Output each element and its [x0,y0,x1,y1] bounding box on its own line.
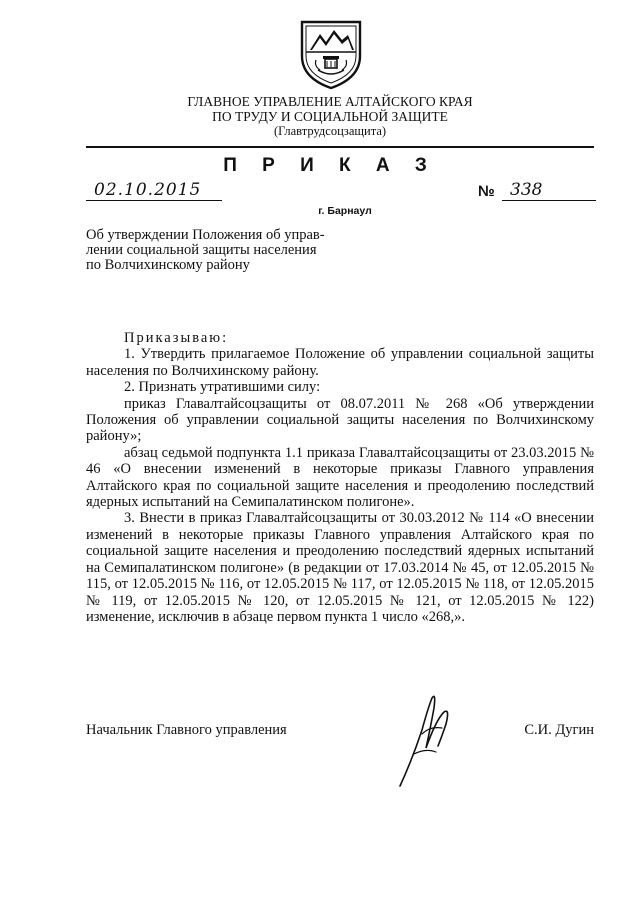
city-label: г. Барнаул [318,205,372,217]
order-number: 338 [510,180,543,200]
subject-line: Об утверждении Положения об управ- [86,227,325,243]
body-paragraph-3: приказ Главалтайсоцзащиты от 08.07.2011 № 268 «Об утверждении Положения об управлении социальной защиты населения по Волчихинскому району»; [86,395,594,445]
body-lead: Приказываю: [124,330,229,346]
body-paragraph-1: 1. Утвердить прилагаемое Положение об управлении социальной защиты населения по Волчихинскому району. [86,346,594,379]
order-date: 02.10.2015 [94,180,202,200]
coat-of-arms-icon [296,16,366,90]
subject-line: по Волчихинскому району [86,257,250,273]
document-title: П Р И К А З [223,155,437,176]
signer-role: Начальник Главного управления [86,722,287,738]
order-number-label: № [478,183,495,200]
order-body [86,330,594,625]
org-name-line2: ПО ТРУДУ И СОЦИАЛЬНОЙ ЗАЩИТЕ [212,109,448,124]
org-short-name: (Главтрудсоцзащита) [273,124,387,138]
signer-name: С.И. Дугин [524,722,594,738]
subject-line: лении социальной защиты населения [86,242,317,258]
date-underline [86,200,222,201]
header-divider [86,146,594,148]
org-name-line1: ГЛАВНОЕ УПРАВЛЕНИЕ АЛТАЙСКОГО КРАЯ [187,94,473,109]
body-paragraph-5: 3. Внести в приказ Главалтайсоцзащиты от 30.03.2012 № 114 «О внесении изменений в некоторые приказы Главного управления Алтайского края по социальной защите населения и преодолению последствий ядерных испытаний на Семипалатинском полигоне» (в редакции от 17.03.2014 № 45, от 12.05.2015 № 115, от 12.05.2015 № 116, от 12.05.2015 № 117, от 12.05.2015 № 118, от 12.05.2015 № 119, от 12.05.2015 № 120, от 12.05.2015 № 121, от 12.05.2015 № 122) изменение, исключив в абзаце первом пункта 1 число «268,». [86,510,594,625]
number-underline [502,200,596,201]
body-paragraph-4: абзац седьмой подпункта 1.1 приказа Главалтайсоцзащиты от 23.03.2015 № 46 «О внесении изменений в некоторые приказы Главного управления Алтайского края по социальной защите населения и преодолению последствий ядерных испытаний на Семипалатинском полигоне». [86,444,594,511]
body-paragraph-2: 2. Признать утратившими силу: [124,379,321,396]
order-subject [86,228,356,273]
handwritten-signature-icon [392,690,462,790]
